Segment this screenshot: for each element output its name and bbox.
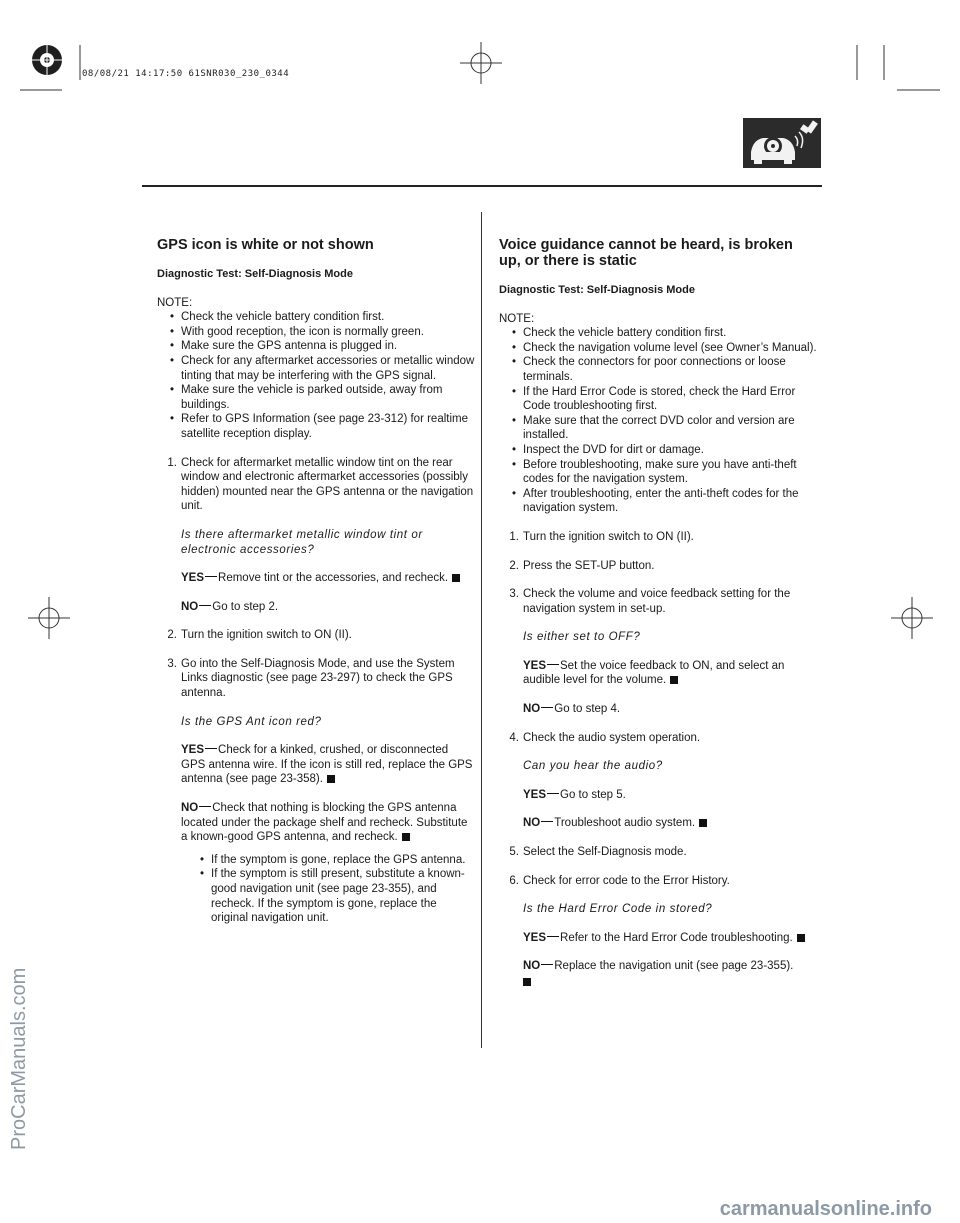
end-square-icon xyxy=(670,676,678,684)
right-q1-yes xyxy=(523,659,817,688)
right-step-3 xyxy=(499,587,817,616)
step-text: Turn the ignition switch to ON (II). xyxy=(523,530,694,543)
step-text: Check the volume and voice feedback setting for the navigation system in set-up. xyxy=(523,588,791,615)
no-label: NO xyxy=(181,600,199,613)
left-column xyxy=(157,237,475,926)
step-text: Turn the ignition switch to ON (II). xyxy=(181,629,352,642)
right-q3-yes xyxy=(523,931,817,946)
right-section-title: Voice guidance cannot be heard, is broken up, or there is static xyxy=(499,237,793,269)
yes-label: YES xyxy=(523,788,547,801)
right-q2-no xyxy=(523,816,817,831)
end-square-icon xyxy=(402,833,410,841)
step-text: Check for aftermarket metallic window tint on the rear window and electronic aftermarket accessories (possibly hidden) mounted near the GPS antenna or the navigation unit. xyxy=(181,456,474,513)
left-q1-no xyxy=(181,600,475,615)
left-q2-no xyxy=(181,801,475,845)
end-square-icon xyxy=(327,775,335,783)
answer-text: Go to step 2. xyxy=(212,600,279,613)
left-diagnostic-test: Diagnostic Test: Self-Diagnosis Mode xyxy=(157,268,353,280)
answer-dash xyxy=(547,936,559,937)
right-step-5 xyxy=(499,845,817,860)
no-label: NO xyxy=(181,802,199,815)
end-square-icon xyxy=(699,819,707,827)
right-notes-list xyxy=(499,326,817,516)
step-number: 4. xyxy=(509,731,519,744)
right-q3-no xyxy=(523,959,817,989)
bottom-watermark: carmanualsonline.info xyxy=(719,1198,932,1220)
end-square-icon xyxy=(797,934,805,942)
list-item: • Inspect the DVD for dirt or damage. xyxy=(499,443,817,458)
right-question-1: Is either set to OFF? xyxy=(523,631,641,644)
yes-label: YES xyxy=(523,931,547,944)
list-item: • If the Hard Error Code is stored, check the Hard Error Code troubleshooting first. xyxy=(499,385,817,414)
right-column xyxy=(499,237,817,1004)
right-note-title: NOTE: xyxy=(499,312,535,325)
step-number: 1. xyxy=(509,530,519,543)
left-step-3 xyxy=(157,657,475,701)
step-text: Check the audio system operation. xyxy=(523,731,701,744)
step-number: 3. xyxy=(509,588,519,601)
answer-dash xyxy=(547,793,559,794)
answer-text: Remove tint or the accessories, and recheck. xyxy=(218,572,449,585)
header-rule xyxy=(142,185,822,187)
yes-label: YES xyxy=(181,572,205,585)
no-label: NO xyxy=(523,960,541,973)
no-label: NO xyxy=(523,703,541,716)
step-number: 1. xyxy=(167,456,177,469)
left-q1-yes xyxy=(181,571,475,586)
list-item: • Make sure that the correct DVD color and version are installed. xyxy=(499,414,817,443)
step-number: 3. xyxy=(167,657,177,670)
column-divider xyxy=(481,212,482,1048)
answer-text: Go to step 5. xyxy=(560,788,626,801)
answer-dash xyxy=(199,806,211,807)
list-item: • Check for any aftermarket accessories or metallic window tinting that may be interfering with the GPS signal. xyxy=(157,354,475,383)
right-question-3: Is the Hard Error Code in stored? xyxy=(523,903,713,916)
list-item: • Check the vehicle battery condition first. xyxy=(157,310,475,325)
step-text: Check for error code to the Error History. xyxy=(523,874,730,887)
left-note-title: NOTE: xyxy=(157,296,193,309)
answer-dash xyxy=(541,707,553,708)
print-timestamp: 08/08/21 14:17:50 61SNR030_230_0344 xyxy=(82,69,290,79)
no-label: NO xyxy=(523,817,541,830)
answer-text: Refer to the Hard Error Code troubleshooting. xyxy=(560,931,793,944)
answer-text: Check for a kinked, crushed, or disconnected GPS antenna wire. If the icon is still red, replace the GPS antenna (see page 23-358). xyxy=(181,744,473,786)
end-square-icon xyxy=(452,574,460,582)
side-watermark: ProCarManuals.com xyxy=(8,967,30,1150)
step-text: Go into the Self-Diagnosis Mode, and use the System Links diagnostic (see page 23-297) to check the GPS antenna. xyxy=(181,657,455,700)
right-q1-no xyxy=(523,702,817,717)
left-question-1: Is there aftermarket metallic window tint or electronic accessories? xyxy=(181,528,423,556)
list-item: • Make sure the vehicle is parked outside, away from buildings. xyxy=(157,383,475,412)
left-step-2 xyxy=(157,628,475,643)
step-text: Select the Self-Diagnosis mode. xyxy=(523,846,687,859)
step-number: 5. xyxy=(509,846,519,859)
answer-dash xyxy=(541,964,553,965)
answer-text: Check that nothing is blocking the GPS antenna located under the package shelf and recheck. Substitute a known-good GPS antenna, and recheck. xyxy=(181,802,468,844)
right-q2-yes xyxy=(523,788,817,803)
answer-text: Troubleshoot audio system. xyxy=(554,817,696,830)
answer-dash xyxy=(205,576,217,577)
yes-label: YES xyxy=(523,659,547,672)
list-item: • Make sure the GPS antenna is plugged in. xyxy=(157,339,475,354)
step-number: 2. xyxy=(509,559,519,572)
answer-dash xyxy=(541,821,553,822)
left-question-2: Is the GPS Ant icon red? xyxy=(181,715,322,728)
list-item: • If the symptom is gone, replace the GPS antenna. xyxy=(189,853,475,868)
answer-dash xyxy=(199,605,211,606)
answer-text: Go to step 4. xyxy=(554,703,621,716)
car-navigation-satellite-icon xyxy=(743,118,821,168)
section-badge xyxy=(743,118,821,168)
yes-label: YES xyxy=(181,744,205,757)
right-question-2: Can you hear the audio? xyxy=(523,760,663,773)
answer-dash xyxy=(205,748,217,749)
right-diagnostic-test: Diagnostic Test: Self-Diagnosis Mode xyxy=(499,284,695,296)
list-item: • Refer to GPS Information (see page 23-312) for realtime satellite reception display. xyxy=(157,412,475,441)
right-step-6 xyxy=(499,874,817,889)
left-section-title: GPS icon is white or not shown xyxy=(157,237,374,253)
step-number: 2. xyxy=(167,629,177,642)
list-item: • Check the connectors for poor connections or loose terminals. xyxy=(499,355,817,384)
list-item: • After troubleshooting, enter the anti-theft codes for the navigation system. xyxy=(499,487,817,516)
step-text: Press the SET-UP button. xyxy=(523,559,655,572)
list-item: • With good reception, the icon is normally green. xyxy=(157,325,475,340)
right-step-4 xyxy=(499,731,817,746)
left-notes-list xyxy=(157,310,475,441)
list-item: • If the symptom is still present, substitute a known-good navigation unit (see page 23-355), and recheck. If the symptom is gone, replace the original navigation unit. xyxy=(189,867,475,925)
answer-text: Set the voice feedback to ON, and select an audible level for the volume. xyxy=(523,659,785,687)
right-step-2 xyxy=(499,559,817,574)
list-item: • Check the navigation volume level (see Owner’s Manual). xyxy=(499,341,817,356)
list-item: • Before troubleshooting, make sure you have anti-theft codes for the navigation system. xyxy=(499,458,817,487)
right-step-1 xyxy=(499,530,817,545)
left-q2-yes xyxy=(181,743,475,787)
end-square-icon xyxy=(523,978,531,986)
left-step-1 xyxy=(157,456,475,514)
answer-text: Replace the navigation unit (see page 23-355). xyxy=(554,960,794,973)
answer-dash xyxy=(547,664,559,665)
step-number: 6. xyxy=(509,874,519,887)
left-sub-bullets xyxy=(157,853,475,926)
list-item: • Check the vehicle battery condition first. xyxy=(499,326,817,341)
